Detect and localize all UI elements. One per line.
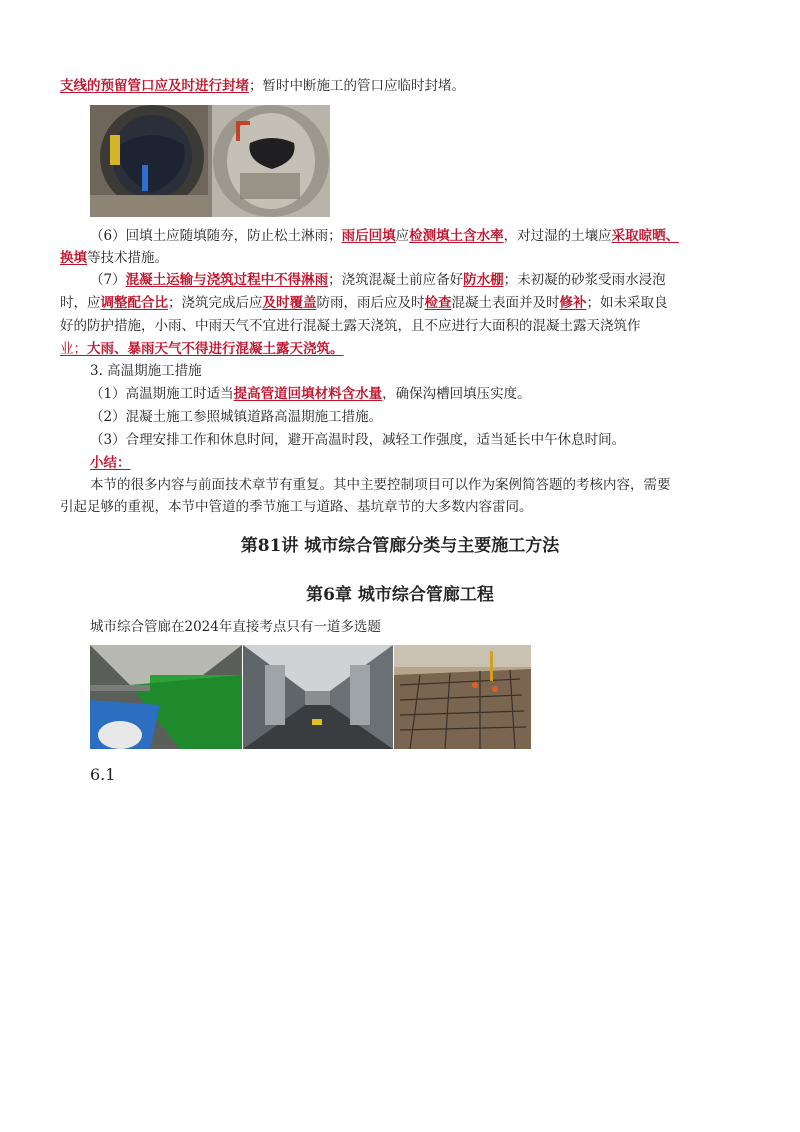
key-phrase: 混凝土运输与浇筑过程中不得淋雨: [125, 272, 329, 288]
text: （1）高温期施工时适当: [90, 386, 234, 402]
list-item: （2）混凝土施工参照城镇道路高温期施工措施。: [90, 409, 383, 425]
text: 混凝土表面并及时: [451, 295, 560, 311]
key-phrase: 及时覆盖: [262, 295, 317, 311]
key-phrase: 防水棚: [463, 272, 504, 288]
text: 业；: [60, 341, 87, 357]
text-line: 本节的很多内容与前面技术章节有重复。其中主要控制项目可以作为案例简答题的考核内容，需要: [90, 477, 671, 493]
key-phrase: 检查: [424, 295, 452, 311]
key-phrase: 调整配合比: [100, 295, 168, 311]
intro-text: 城市综合管廊在2024年直接考点只有一道多选题: [90, 619, 381, 635]
summary-label: [90, 453, 131, 473]
text: ；浇筑完成后应: [168, 295, 263, 311]
pipe-plug-photo: [90, 105, 330, 217]
text-line: [60, 76, 465, 96]
key-phrase: 换填: [60, 250, 87, 266]
lecture-title: 第81讲 城市综合管廊分类与主要施工方法: [240, 536, 560, 556]
text: 应: [395, 228, 410, 244]
text: 防雨，雨后应及时: [316, 295, 425, 311]
section-heading: 3. 高温期施工措施: [90, 363, 202, 379]
text-line: [90, 270, 666, 290]
text: ；如未采取良: [586, 295, 668, 311]
key-phrase: 支线的预留管口应及时进行封堵: [60, 78, 249, 94]
text: ，对过湿的土壤应: [503, 228, 612, 244]
text: ；未初凝的砂浆受雨水浸泡: [503, 272, 666, 288]
key-phrase: 提高管道回填材料含水量: [233, 386, 383, 402]
text: 等技术措施。: [87, 250, 168, 266]
text-line: [60, 293, 668, 313]
text: （6）回填土应随填随夯，防止松土淋雨；: [90, 228, 342, 244]
text-line: 引起足够的重视，本节中管道的季节施工与道路、基坑章节的大多数内容雷同。: [60, 499, 533, 515]
text: ，确保沟槽回填压实度。: [382, 386, 531, 402]
section-number: 6.1: [90, 765, 116, 784]
text-line: 好的防护措施，小雨、中雨天气不宜进行混凝土露天浇筑，且不应进行大面积的混凝土露天浇筑作: [60, 318, 641, 334]
text-line: [90, 226, 679, 246]
key-phrase: 修补: [559, 295, 587, 311]
chapter-title: 第6章 城市综合管廊工程: [306, 585, 494, 605]
key-phrase: 雨后回填: [341, 228, 396, 244]
key-phrase: 采取晾晒、: [611, 228, 680, 244]
key-phrase: 小结：: [90, 455, 131, 471]
list-item: [90, 384, 531, 404]
text: 时，应: [60, 295, 101, 311]
list-item: （3）合理安排工作和休息时间，避开高温时段，减轻工作强度，适当延长中午休息时间。: [90, 432, 626, 448]
text: ；浇筑混凝土前应备好: [328, 272, 464, 288]
text-line: [60, 248, 168, 268]
text-line: [60, 339, 344, 359]
key-phrase: 大雨、暴雨天气不得进行混凝土露天浇筑。: [87, 341, 344, 357]
text: ；暂时中断施工的管口应临时封堵。: [249, 78, 465, 94]
key-phrase: 检测填土含水率: [409, 228, 504, 244]
text: （7）: [90, 272, 126, 288]
utility-tunnel-photos: [90, 645, 531, 749]
